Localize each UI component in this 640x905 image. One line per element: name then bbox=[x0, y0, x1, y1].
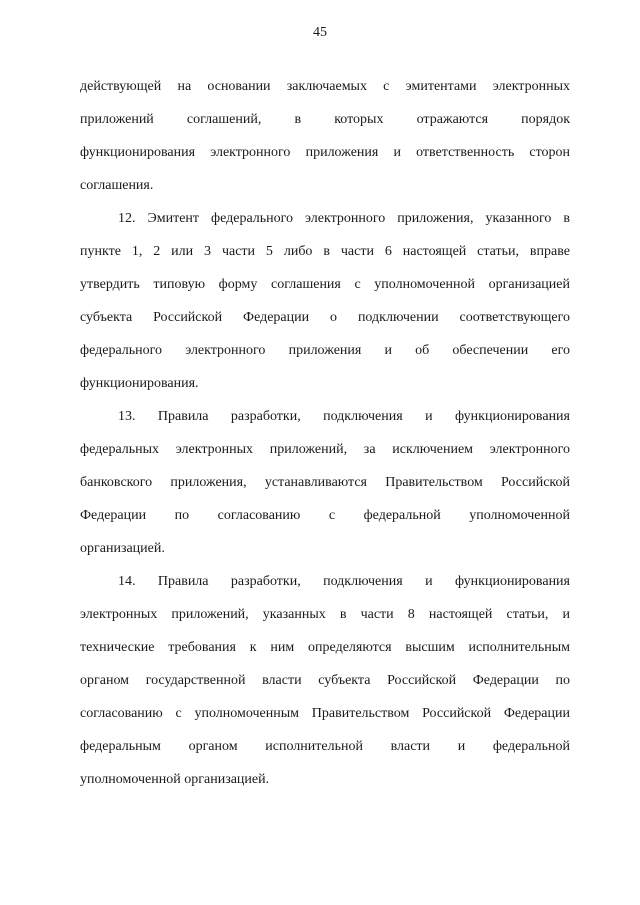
document-body bbox=[80, 70, 570, 796]
text-line: 13. Правила разработки, подключения и функционирования bbox=[118, 409, 570, 424]
text-line: органом государственной власти субъекта Российской Федерации по bbox=[80, 673, 570, 688]
text-line: федеральных электронных приложений, за исключением электронного bbox=[80, 442, 570, 457]
text-line: федеральным органом исполнительной власти и федеральной bbox=[80, 739, 570, 754]
text-line: соглашения. bbox=[80, 178, 154, 193]
text-line: пункте 1, 2 или 3 части 5 либо в части 6 настоящей статьи, вправе bbox=[80, 244, 570, 259]
paragraph-12 bbox=[80, 202, 570, 400]
text-line: организацией. bbox=[80, 541, 165, 556]
text-line: функционирования. bbox=[80, 376, 199, 391]
text-line: уполномоченной организацией. bbox=[80, 772, 270, 787]
paragraph-continuation bbox=[80, 70, 570, 202]
text-line: электронных приложений, указанных в части 8 настоящей статьи, и bbox=[80, 607, 570, 622]
text-line: 12. Эмитент федерального электронного приложения, указанного в bbox=[118, 211, 570, 226]
text-line: технические требования к ним определяются высшим исполнительным bbox=[80, 640, 570, 655]
text-line: согласованию с уполномоченным Правительством Российской Федерации bbox=[80, 706, 570, 721]
page-number: 45 bbox=[313, 25, 327, 40]
text-line: федерального электронного приложения и об обеспечении его bbox=[80, 343, 570, 358]
paragraph-13 bbox=[80, 400, 570, 565]
text-line: банковского приложения, устанавливаются Правительством Российской bbox=[80, 475, 570, 490]
text-line: функционирования электронного приложения и ответственность сторон bbox=[80, 145, 570, 160]
text-line: утвердить типовую форму соглашения с уполномоченной организацией bbox=[80, 277, 570, 292]
text-line: Федерации по согласованию с федеральной уполномоченной bbox=[80, 508, 570, 523]
text-line: действующей на основании заключаемых с эмитентами электронных bbox=[80, 79, 570, 94]
paragraph-14 bbox=[80, 565, 570, 796]
text-line: 14. Правила разработки, подключения и функционирования bbox=[118, 574, 570, 589]
text-line: приложений соглашений, в которых отражаются порядок bbox=[80, 112, 570, 127]
text-line: субъекта Российской Федерации о подключении соответствующего bbox=[80, 310, 570, 325]
